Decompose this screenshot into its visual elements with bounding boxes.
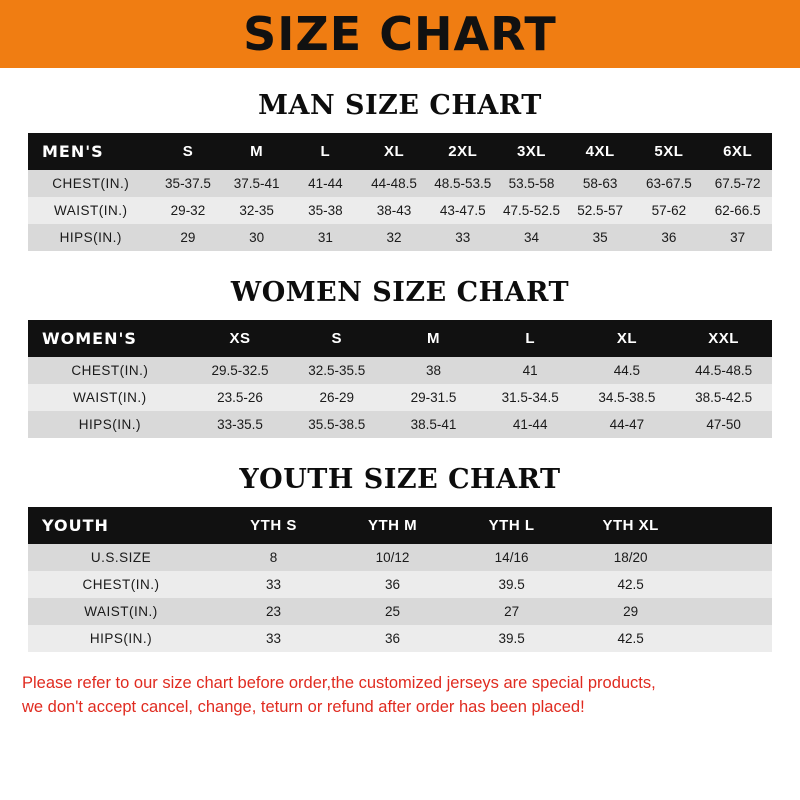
column-header: YTH S <box>214 507 333 544</box>
table-cell: 33 <box>214 625 333 652</box>
table-cell: 23 <box>214 598 333 625</box>
table-cell: 44.5 <box>579 357 676 384</box>
column-header: 2XL <box>428 133 497 170</box>
order-policy-note <box>22 672 778 720</box>
table-cell: 23.5-26 <box>192 384 289 411</box>
table-cell: 10/12 <box>333 544 452 571</box>
table-row <box>28 625 772 652</box>
youth-size-table <box>28 507 772 652</box>
row-header: HIPS(IN.) <box>28 625 214 652</box>
table-cell: 29-32 <box>154 197 223 224</box>
table-cell: 41-44 <box>482 411 579 438</box>
table-cell: 33 <box>214 571 333 598</box>
table-row <box>28 598 772 625</box>
column-header: YTH M <box>333 507 452 544</box>
table-cell: 8 <box>214 544 333 571</box>
table-cell: 32 <box>360 224 429 251</box>
table-cell: 52.5-57 <box>566 197 635 224</box>
table-cell: 35-37.5 <box>154 170 223 197</box>
column-header <box>690 507 772 544</box>
table-header-row <box>28 320 772 357</box>
women-table-wrap <box>0 320 800 438</box>
column-header: XXL <box>675 320 772 357</box>
column-header: XS <box>192 320 289 357</box>
column-header: XL <box>360 133 429 170</box>
table-cell: 27 <box>452 598 571 625</box>
column-header: L <box>291 133 360 170</box>
table-cell: 32-35 <box>222 197 291 224</box>
table-cell: 35.5-38.5 <box>288 411 385 438</box>
table-row <box>28 384 772 411</box>
table-cell: 33 <box>428 224 497 251</box>
table-cell <box>690 625 772 652</box>
table-header-row <box>28 507 772 544</box>
column-header: XL <box>579 320 676 357</box>
table-cell: 57-62 <box>635 197 704 224</box>
table-cell: 62-66.5 <box>703 197 772 224</box>
table-cell: 29-31.5 <box>385 384 482 411</box>
table-cell: 53.5-58 <box>497 170 566 197</box>
column-header: 4XL <box>566 133 635 170</box>
column-header: S <box>154 133 223 170</box>
table-row <box>28 411 772 438</box>
column-header: M <box>385 320 482 357</box>
table-cell: 44-48.5 <box>360 170 429 197</box>
column-header: 5XL <box>635 133 704 170</box>
column-header: S <box>288 320 385 357</box>
table-cell: 36 <box>333 571 452 598</box>
man-table-wrap <box>0 133 800 251</box>
column-header: L <box>482 320 579 357</box>
column-header: 6XL <box>703 133 772 170</box>
table-cell: 41 <box>482 357 579 384</box>
column-header: YTH L <box>452 507 571 544</box>
table-cell <box>690 544 772 571</box>
note-line-2: we don't accept cancel, change, teturn or refund after order has been placed! <box>22 697 585 716</box>
column-header: WOMEN'S <box>28 320 192 357</box>
table-cell: 63-67.5 <box>635 170 704 197</box>
column-header: M <box>222 133 291 170</box>
table-cell: 36 <box>635 224 704 251</box>
row-header: HIPS(IN.) <box>28 224 154 251</box>
table-cell <box>690 571 772 598</box>
women-size-table <box>28 320 772 438</box>
row-header: CHEST(IN.) <box>28 170 154 197</box>
table-row <box>28 197 772 224</box>
table-cell: 38-43 <box>360 197 429 224</box>
table-cell: 18/20 <box>571 544 690 571</box>
table-cell: 41-44 <box>291 170 360 197</box>
youth-table-wrap <box>0 507 800 652</box>
table-cell: 35 <box>566 224 635 251</box>
table-cell: 44.5-48.5 <box>675 357 772 384</box>
table-row <box>28 224 772 251</box>
table-cell: 36 <box>333 625 452 652</box>
table-cell: 29 <box>571 598 690 625</box>
header-banner <box>0 0 800 68</box>
table-row <box>28 571 772 598</box>
table-cell: 58-63 <box>566 170 635 197</box>
row-header: CHEST(IN.) <box>28 571 214 598</box>
table-row <box>28 544 772 571</box>
table-cell: 47.5-52.5 <box>497 197 566 224</box>
table-cell: 37.5-41 <box>222 170 291 197</box>
table-cell <box>690 598 772 625</box>
row-header: WAIST(IN.) <box>28 197 154 224</box>
table-cell: 29 <box>154 224 223 251</box>
table-cell: 31.5-34.5 <box>482 384 579 411</box>
column-header: YTH XL <box>571 507 690 544</box>
row-header: HIPS(IN.) <box>28 411 192 438</box>
table-row <box>28 357 772 384</box>
row-header: WAIST(IN.) <box>28 384 192 411</box>
table-cell: 14/16 <box>452 544 571 571</box>
table-cell: 38.5-42.5 <box>675 384 772 411</box>
section-title-women: WOMEN SIZE CHART <box>230 277 570 308</box>
table-cell: 47-50 <box>675 411 772 438</box>
table-row <box>28 170 772 197</box>
table-cell: 35-38 <box>291 197 360 224</box>
column-header: YOUTH <box>28 507 214 544</box>
man-size-table <box>28 133 772 251</box>
table-cell: 38.5-41 <box>385 411 482 438</box>
table-cell: 33-35.5 <box>192 411 289 438</box>
table-cell: 44-47 <box>579 411 676 438</box>
section-title-youth: YOUTH SIZE CHART <box>239 464 561 495</box>
table-cell: 34 <box>497 224 566 251</box>
table-cell: 34.5-38.5 <box>579 384 676 411</box>
table-cell: 38 <box>385 357 482 384</box>
table-header-row <box>28 133 772 170</box>
table-cell: 42.5 <box>571 625 690 652</box>
table-cell: 37 <box>703 224 772 251</box>
table-cell: 32.5-35.5 <box>288 357 385 384</box>
table-cell: 26-29 <box>288 384 385 411</box>
table-cell: 30 <box>222 224 291 251</box>
table-cell: 43-47.5 <box>428 197 497 224</box>
column-header: MEN'S <box>28 133 154 170</box>
table-cell: 67.5-72 <box>703 170 772 197</box>
section-title-man: MAN SIZE CHART <box>258 90 542 121</box>
table-cell: 39.5 <box>452 625 571 652</box>
table-cell: 39.5 <box>452 571 571 598</box>
table-cell: 29.5-32.5 <box>192 357 289 384</box>
row-header: U.S.SIZE <box>28 544 214 571</box>
page-title: SIZE CHART <box>243 7 557 61</box>
table-cell: 42.5 <box>571 571 690 598</box>
row-header: CHEST(IN.) <box>28 357 192 384</box>
table-cell: 25 <box>333 598 452 625</box>
column-header: 3XL <box>497 133 566 170</box>
table-cell: 31 <box>291 224 360 251</box>
row-header: WAIST(IN.) <box>28 598 214 625</box>
note-line-1: Please refer to our size chart before order,the customized jerseys are special products, <box>22 674 656 692</box>
table-cell: 48.5-53.5 <box>428 170 497 197</box>
